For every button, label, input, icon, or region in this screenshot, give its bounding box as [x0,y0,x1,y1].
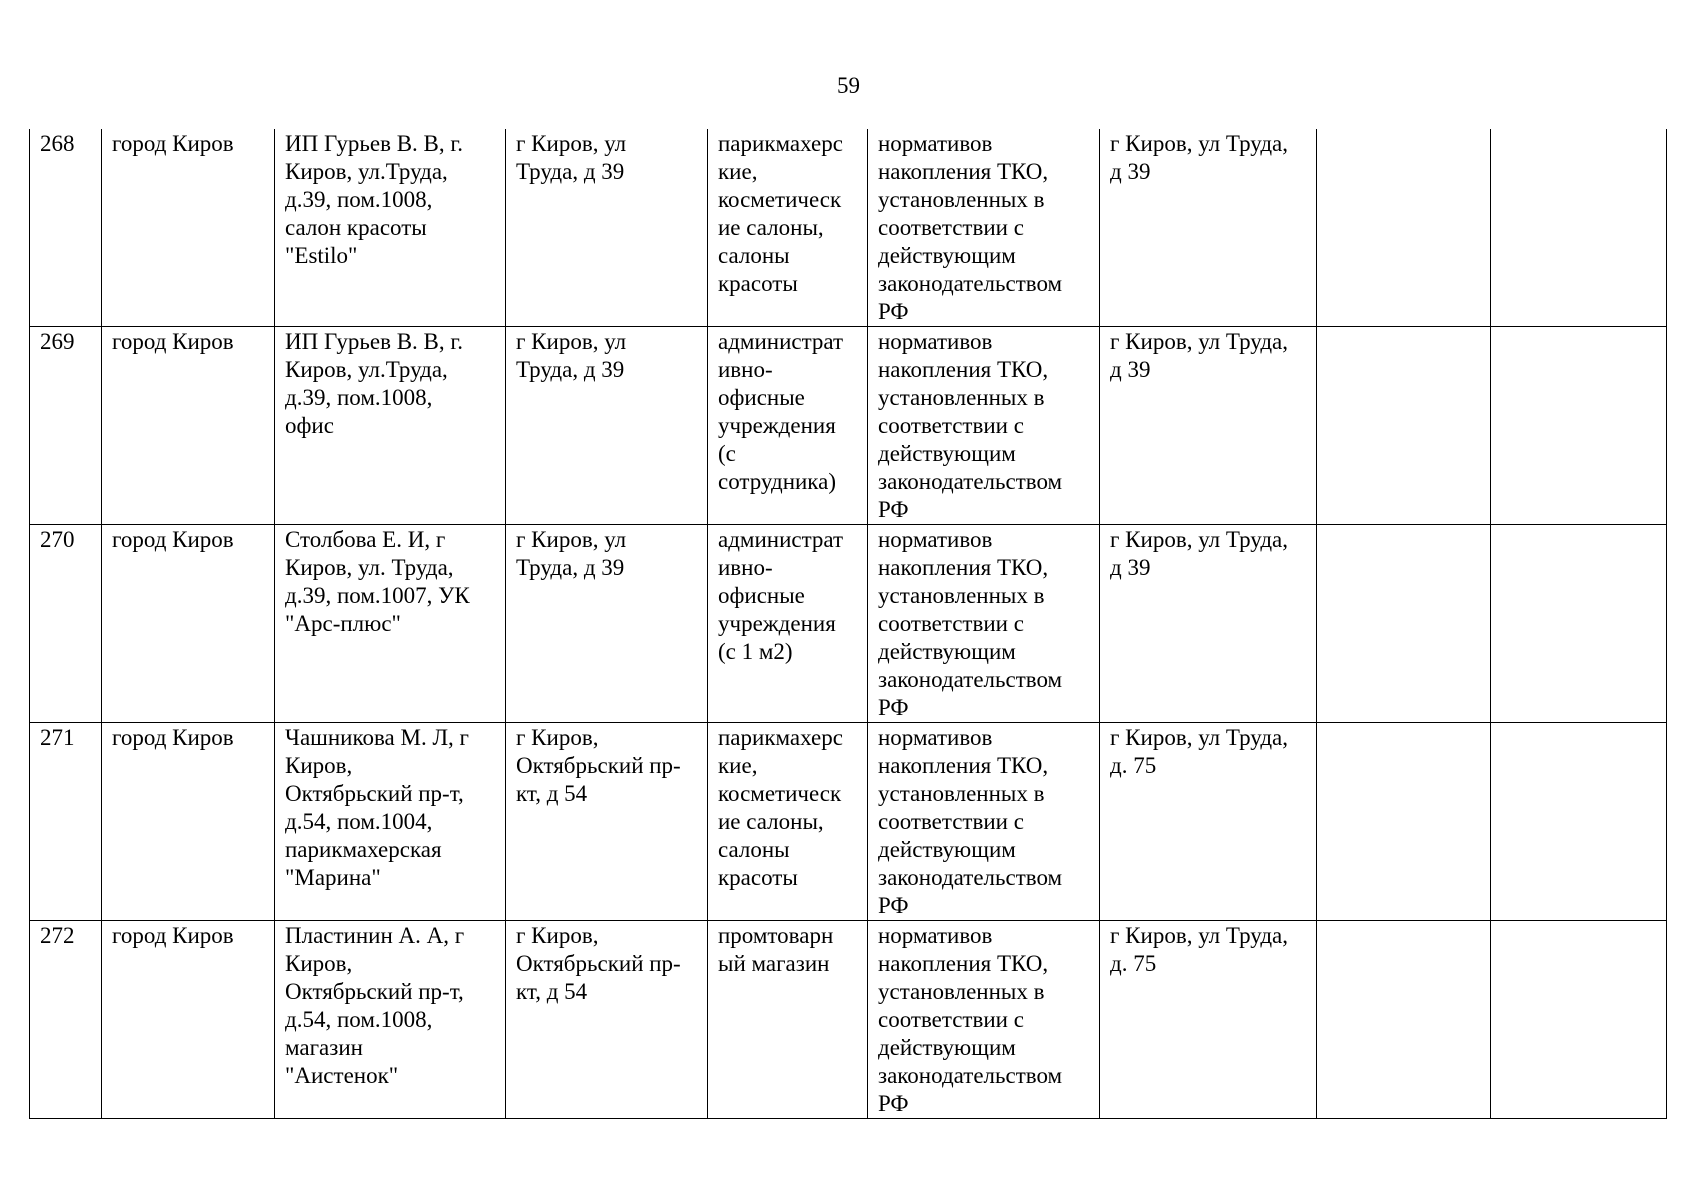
extra-cell-1 [1317,129,1491,327]
district-cell [102,129,275,327]
table-row [30,129,1667,327]
row-number: 272 [40,923,75,948]
extra-cell-1 [1317,921,1491,1119]
organization-text: ИП Гурьев В. В, г. Киров, ул.Труда, д.39, пом.1008, офис [285,329,463,438]
table-row [30,921,1667,1119]
row-number-cell [30,921,102,1119]
row-number-cell [30,525,102,723]
address-text: г Киров, Октябрьский пр- кт, д 54 [516,725,681,806]
registry-table [29,129,1667,1119]
norm-text: нормативов накопления ТКО, установленных в соответствии с действующим законодательством РФ [878,527,1063,720]
district-text: город Киров [112,725,234,750]
norm-cell [868,723,1100,921]
district-cell [102,327,275,525]
category-text: парикмахерс кие, косметическ ие салоны, салоны красоты [718,131,843,296]
norm-text: нормативов накопления ТКО, установленных в соответствии с действующим законодательством РФ [878,329,1063,522]
district-text: город Киров [112,923,234,948]
extra-cell-2 [1491,921,1667,1119]
norm-cell [868,921,1100,1119]
district-cell [102,921,275,1119]
district-text: город Киров [112,329,234,354]
norm-cell [868,525,1100,723]
site-text: г Киров, ул Труда, д 39 [1110,329,1288,382]
address-text: г Киров, Октябрьский пр- кт, д 54 [516,923,681,1004]
address-cell [506,327,708,525]
site-text: г Киров, ул Труда, д. 75 [1110,725,1288,778]
address-cell [506,129,708,327]
site-text: г Киров, ул Труда, д 39 [1110,131,1288,184]
extra-cell-2 [1491,723,1667,921]
organization-text: Пластинин А. А, г Киров, Октябрьский пр-т, д.54, пом.1008, магазин "Аистенок" [285,923,465,1088]
category-text: парикмахерс кие, косметическ ие салоны, салоны красоты [718,725,843,890]
table-row [30,327,1667,525]
table-row [30,723,1667,921]
organization-text: Столбова Е. И, г Киров, ул. Труда, д.39, пом.1007, УК "Арс-плюс" [285,527,470,636]
organization-cell [275,327,506,525]
extra-cell-1 [1317,327,1491,525]
category-cell [708,921,868,1119]
category-cell [708,525,868,723]
district-text: город Киров [112,131,234,156]
row-number-cell [30,129,102,327]
row-number: 269 [40,329,75,354]
norm-cell [868,327,1100,525]
organization-cell [275,921,506,1119]
row-number-cell [30,723,102,921]
site-cell [1100,525,1317,723]
extra-cell-2 [1491,525,1667,723]
site-cell [1100,327,1317,525]
extra-cell-1 [1317,525,1491,723]
page-number: 59 [837,73,860,98]
address-cell [506,525,708,723]
norm-cell [868,129,1100,327]
organization-cell [275,525,506,723]
extra-cell-2 [1491,129,1667,327]
category-text: администрат ивно- офисные учреждения (с сотрудника) [718,329,844,494]
row-number-cell [30,327,102,525]
site-cell [1100,723,1317,921]
address-text: г Киров, ул Труда, д 39 [516,131,627,184]
row-number: 270 [40,527,75,552]
category-text: промтоварн ый магазин [718,923,834,976]
district-cell [102,525,275,723]
table-row [30,525,1667,723]
district-cell [102,723,275,921]
norm-text: нормативов накопления ТКО, установленных в соответствии с действующим законодательством РФ [878,923,1063,1116]
site-cell [1100,921,1317,1119]
category-cell [708,327,868,525]
organization-text: Чашникова М. Л, г Киров, Октябрьский пр-т, д.54, пом.1004, парикмахерская "Марина" [285,725,469,890]
organization-cell [275,723,506,921]
row-number: 268 [40,131,75,156]
row-number: 271 [40,725,75,750]
address-text: г Киров, ул Труда, д 39 [516,527,627,580]
district-text: город Киров [112,527,234,552]
address-cell [506,921,708,1119]
organization-cell [275,129,506,327]
site-cell [1100,129,1317,327]
category-cell [708,723,868,921]
site-text: г Киров, ул Труда, д. 75 [1110,923,1288,976]
extra-cell-2 [1491,327,1667,525]
site-text: г Киров, ул Труда, д 39 [1110,527,1288,580]
category-text: администрат ивно- офисные учреждения (с 1 м2) [718,527,844,664]
norm-text: нормативов накопления ТКО, установленных в соответствии с действующим законодательством РФ [878,131,1063,324]
extra-cell-1 [1317,723,1491,921]
norm-text: нормативов накопления ТКО, установленных в соответствии с действующим законодательством РФ [878,725,1063,918]
organization-text: ИП Гурьев В. В, г. Киров, ул.Труда, д.39, пом.1008, салон красоты "Estilo" [285,131,463,268]
address-cell [506,723,708,921]
address-text: г Киров, ул Труда, д 39 [516,329,627,382]
category-cell [708,129,868,327]
